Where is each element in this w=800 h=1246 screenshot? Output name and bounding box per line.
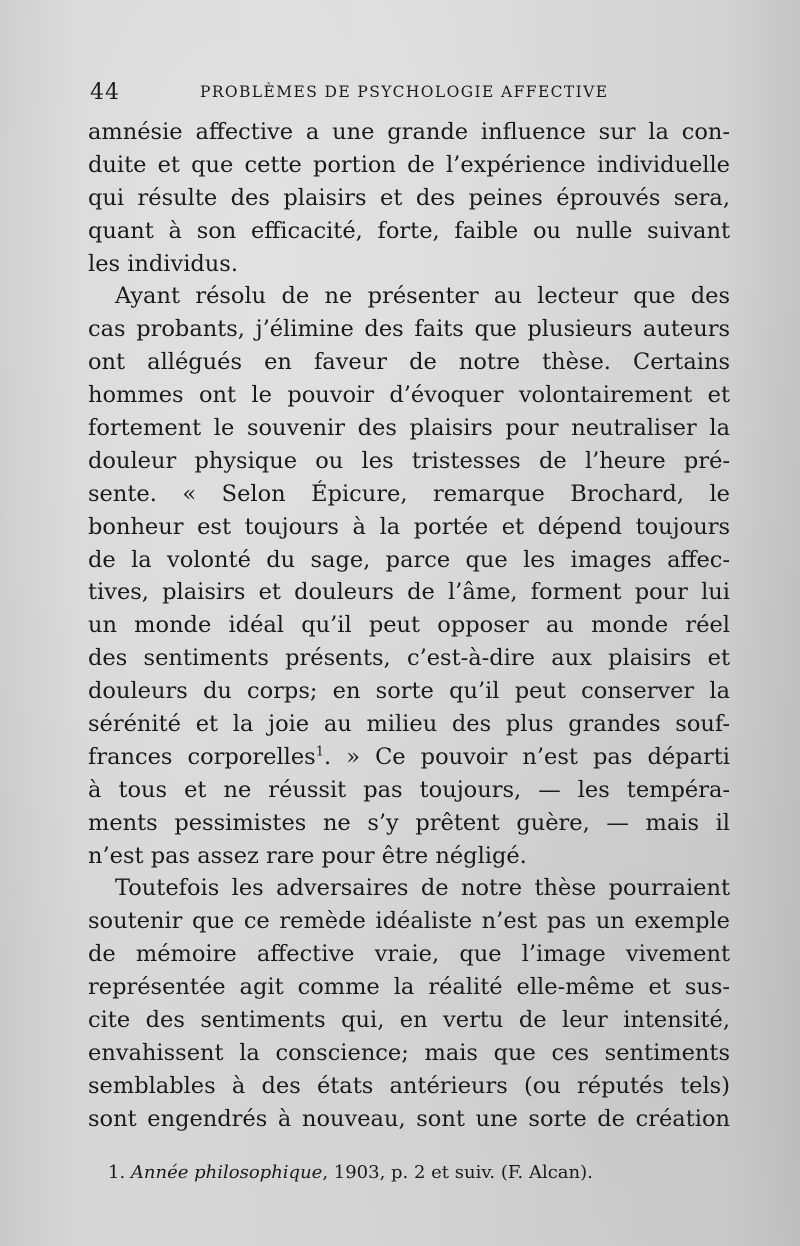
- text-line: de mémoire affective vraie, que l’image vivement: [88, 941, 730, 968]
- text-line: de la volonté du sage, parce que les images affec-: [88, 546, 730, 573]
- text-line: tives, plaisirs et douleurs de l’âme, forment pour lui: [88, 579, 730, 606]
- text-line: les individus.: [88, 250, 238, 277]
- text-line: semblables à des états antérieurs (ou réputés tels): [88, 1072, 730, 1099]
- text-segment: . » Ce pouvoir n’est pas départi: [324, 743, 730, 770]
- running-head: PROBLÈMES DE PSYCHOLOGIE AFFECTIVE: [200, 83, 609, 101]
- text-line: un monde idéal qu’il peut opposer au monde réel: [88, 612, 730, 639]
- text-line: duite et que cette portion de l’expérience individuelle: [88, 151, 730, 178]
- text-line: bonheur est toujours à la portée et dépend toujours: [88, 513, 730, 540]
- text-line: sérénité et la joie au milieu des plus grandes souf-: [88, 711, 730, 738]
- text-line: des sentiments présents, c’est-à-dire aux plaisirs et: [88, 645, 730, 672]
- text-line: ments pessimistes ne s’y prêtent guère, — mais il: [88, 809, 730, 836]
- text-line: ont allégués en faveur de notre thèse. Certains: [88, 349, 730, 376]
- page-header: [90, 78, 730, 106]
- text-line-with-footnote: [88, 741, 730, 774]
- footnote-title: Année philosophique: [130, 1162, 323, 1183]
- text-line: n’est pas assez rare pour être négligé.: [88, 842, 527, 869]
- text-line: à tous et ne réussit pas toujours, — les tempéra-: [88, 776, 730, 803]
- text-line: douleurs du corps; en sorte qu’il peut conserver la: [88, 678, 730, 705]
- footnote: [108, 1162, 593, 1183]
- footnote-text: , 1903, p. 2 et suiv. (F. Alcan).: [322, 1162, 593, 1183]
- text-line: douleur physique ou les tristesses de l’heure pré-: [88, 447, 730, 474]
- text-line: Ayant résolu de ne présenter au lecteur que des: [115, 283, 730, 310]
- text-line: sente. « Selon Épicure, remarque Brochard, le: [88, 480, 730, 507]
- text-line: sont engendrés à nouveau, sont une sorte de création: [88, 1105, 730, 1132]
- page-number: 44: [90, 80, 120, 105]
- text-line: quant à son efficacité, forte, faible ou nulle suivant: [88, 217, 730, 244]
- text-line: fortement le souvenir des plaisirs pour neutraliser la: [88, 415, 730, 442]
- body-text: [88, 116, 730, 1136]
- text-line: représentée agit comme la réalité elle-même et sus-: [88, 974, 730, 1001]
- text-line: envahissent la conscience; mais que ces sentiments: [88, 1039, 730, 1066]
- text-line: amnésie affective a une grande influence sur la con-: [88, 119, 730, 145]
- footnote-number: 1.: [108, 1162, 126, 1183]
- text-line: cite des sentiments qui, en vertu de leur intensité,: [88, 1007, 730, 1034]
- text-line: qui résulte des plaisirs et des peines éprouvés sera,: [88, 184, 730, 211]
- footnote-reference[interactable]: 1: [315, 744, 324, 760]
- text-line: soutenir que ce remède idéaliste n’est pas un exemple: [88, 908, 730, 935]
- text-segment: frances corporelles: [88, 743, 316, 770]
- text-line: cas probants, j’élimine des faits que plusieurs auteurs: [88, 316, 730, 343]
- text-line: hommes ont le pouvoir d’évoquer volontairement et: [88, 382, 730, 409]
- text-line: Toutefois les adversaires de notre thèse pourraient: [115, 875, 730, 902]
